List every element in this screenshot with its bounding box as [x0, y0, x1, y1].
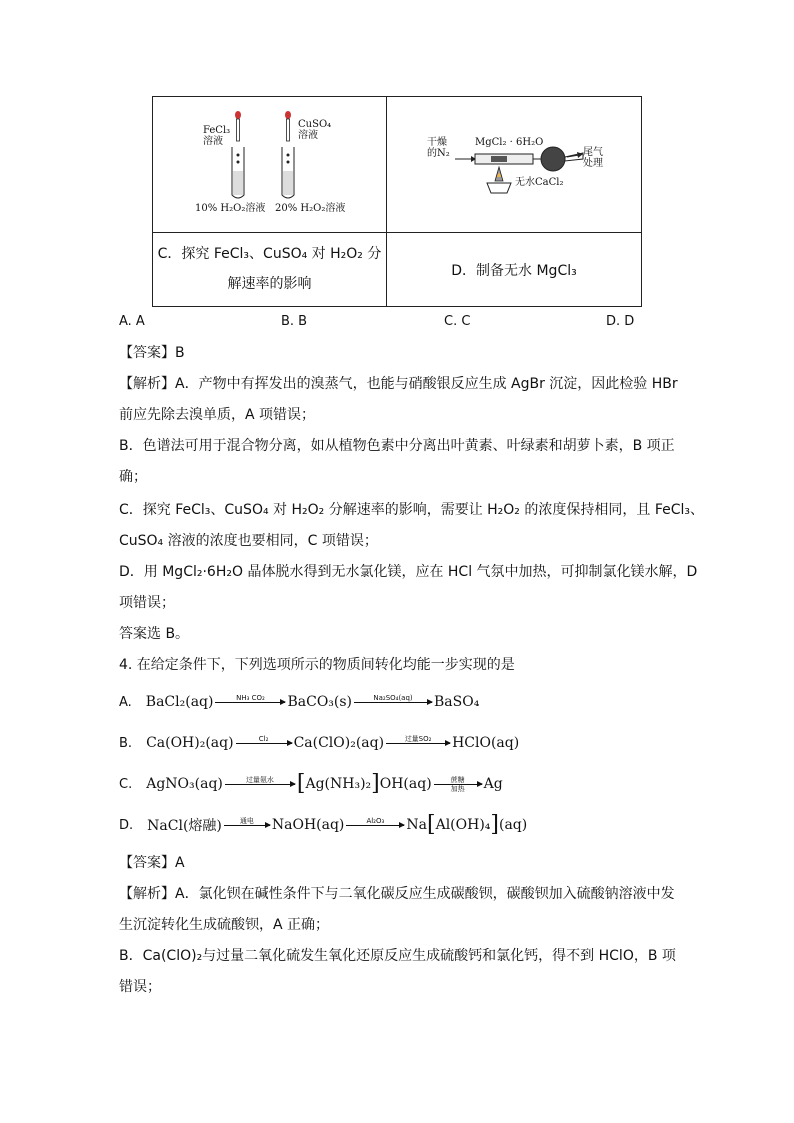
- q4-answer: 【答案】A: [119, 855, 185, 871]
- q3-line-7: D．用 MgCl₂·6H₂O 晶体脱水得到无水氯化镁，应在 HCl 气氛中加热，可抑制氯化镁水解，D: [119, 564, 698, 580]
- q4-option-b: [119, 731, 519, 755]
- q4-d-arrow-2: Al₂O₃: [346, 817, 404, 834]
- q4-line-4: 错误；: [119, 979, 161, 995]
- q3-line-2: 前应先除去溴单质，A 项错误；: [119, 407, 316, 423]
- salt-label: MgCl₂ · 6H₂O: [475, 137, 544, 148]
- option-d: D. D: [606, 314, 635, 329]
- q3-answer: 【答案】B: [119, 345, 185, 361]
- right-reagent-label: CuSO₄ 溶液: [298, 119, 332, 141]
- q4-b-species-2: Ca(ClO)₂(aq): [293, 735, 385, 751]
- q4-a-arrow-2: Na₂SO₄(aq): [354, 694, 432, 711]
- q4-d-label: D.: [119, 817, 134, 833]
- q3-line-4: 确；: [119, 469, 147, 485]
- q4-stem: 4. 在给定条件下，下列选项所示的物质间转化均能一步实现的是: [119, 657, 515, 673]
- q4-line-2: 生沉淀转化生成硫酸钡，A 正确；: [119, 917, 330, 933]
- dry-n2-label: 干燥 的N₂: [427, 137, 450, 159]
- option-b: B. B: [281, 314, 308, 329]
- option-c: C. C: [444, 314, 471, 329]
- right-tube-label: 20% H₂O₂溶液: [275, 203, 346, 214]
- q4-a-arrow-1: NH₃ CO₂: [215, 694, 285, 711]
- q3-line-3: B．色谱法可用于混合物分离，如从植物色素中分离出叶黄素、叶绿素和胡萝卜素，B 项正: [119, 438, 675, 454]
- q4-c-arrow-2: 蔗糖 加热: [434, 776, 482, 793]
- experiment-table: [152, 96, 642, 307]
- cell-c-text: [153, 233, 386, 306]
- tail-gas-label: 尾气 处理: [583, 147, 603, 169]
- q3-line-6: CuSO₄ 溶液的浓度也要相同，C 项错误；: [119, 533, 378, 549]
- left-reagent-label: FeCl₃ 溶液: [203, 125, 231, 147]
- q4-d-species-2: NaOH(aq): [271, 817, 345, 833]
- q4-line-3: B．Ca(ClO)₂与过量二氧化硫发生氧化还原反应生成硫酸钙和氯化钙，得不到 HClO，B 项: [119, 948, 676, 964]
- q4-option-a: [119, 690, 479, 714]
- q4-option-c: C. AgNO₃(aq) 过量氨水 [ Ag(NH₃)₂ ] OH(aq) 蔗糖 加热 Ag: [119, 771, 503, 796]
- q4-b-label: B.: [119, 735, 133, 751]
- cell-c-line-1: C．探究 FeCl₃、CuSO₄ 对 H₂O₂ 分: [157, 246, 382, 262]
- q4-line-1: 【解析】A．氯化钡在碱性条件下与二氧化碳反应生成碳酸钡，碳酸钡加入硫酸钠溶液中发: [119, 886, 675, 902]
- q4-c-arrow-1: 过量氨水: [225, 776, 295, 793]
- left-tube-label: 10% H₂O₂溶液: [195, 203, 266, 214]
- q4-b-arrow-2: 过量SO₂: [386, 735, 450, 752]
- figure-d-apparatus: [387, 97, 641, 232]
- test-tube-drawing: [153, 97, 386, 232]
- q4-a-species-2: BaCO₃(s): [287, 694, 353, 710]
- option-a: A. A: [119, 314, 145, 329]
- q4-c-species-1: AgNO₃(aq): [146, 776, 223, 792]
- q4-a-label: A.: [119, 694, 132, 710]
- q4-c-label: C.: [119, 776, 133, 792]
- q4-d-state: (aq): [499, 817, 528, 833]
- q4-d-complex: Al(OH)₄: [435, 817, 491, 833]
- q4-a-species-3: BaSO₄: [434, 694, 480, 710]
- q3-line-9: 答案选 B。: [119, 626, 190, 642]
- q4-option-d: D. NaCl(熔融) 通电 NaOH(aq) Al₂O₃ Na [ Al(OH)₄ ] (aq): [119, 812, 528, 837]
- q4-d-species-3: Na: [406, 817, 427, 833]
- cell-c-line-2: 解速率的影响: [227, 276, 312, 292]
- q4-a-species-1: BaCl₂(aq): [145, 694, 214, 710]
- q4-d-arrow-1: 通电: [224, 817, 270, 834]
- q3-line-1: 【解析】A．产物中有挥发出的溴蒸气，也能与硝酸银反应生成 AgBr 沉淀，因此检验 HBr: [119, 376, 678, 392]
- q4-c-complex: Ag(NH₃)₂: [305, 776, 372, 792]
- q4-b-species-3: HClO(aq): [452, 735, 520, 751]
- q4-c-complex-tail: OH(aq): [379, 776, 432, 792]
- cell-d-text: D．制备无水 MgCl₃: [451, 262, 577, 279]
- q4-d-species-1: NaCl(熔融): [147, 818, 222, 834]
- apparatus-drawing: [387, 97, 641, 232]
- q4-b-species-1: Ca(OH)₂(aq): [146, 735, 234, 751]
- q4-b-arrow-1: Cl₂: [236, 735, 292, 752]
- drier-label: 无水CaCl₂: [515, 177, 564, 188]
- q3-line-5: C．探究 FeCl₃、CuSO₄ 对 H₂O₂ 分解速率的影响，需要让 H₂O₂ 的浓度保持相同，且 FeCl₃、: [119, 502, 704, 518]
- figure-c-test-tubes: [153, 97, 386, 232]
- q3-line-8: 项错误；: [119, 595, 175, 611]
- q4-c-species-3: Ag: [483, 776, 503, 792]
